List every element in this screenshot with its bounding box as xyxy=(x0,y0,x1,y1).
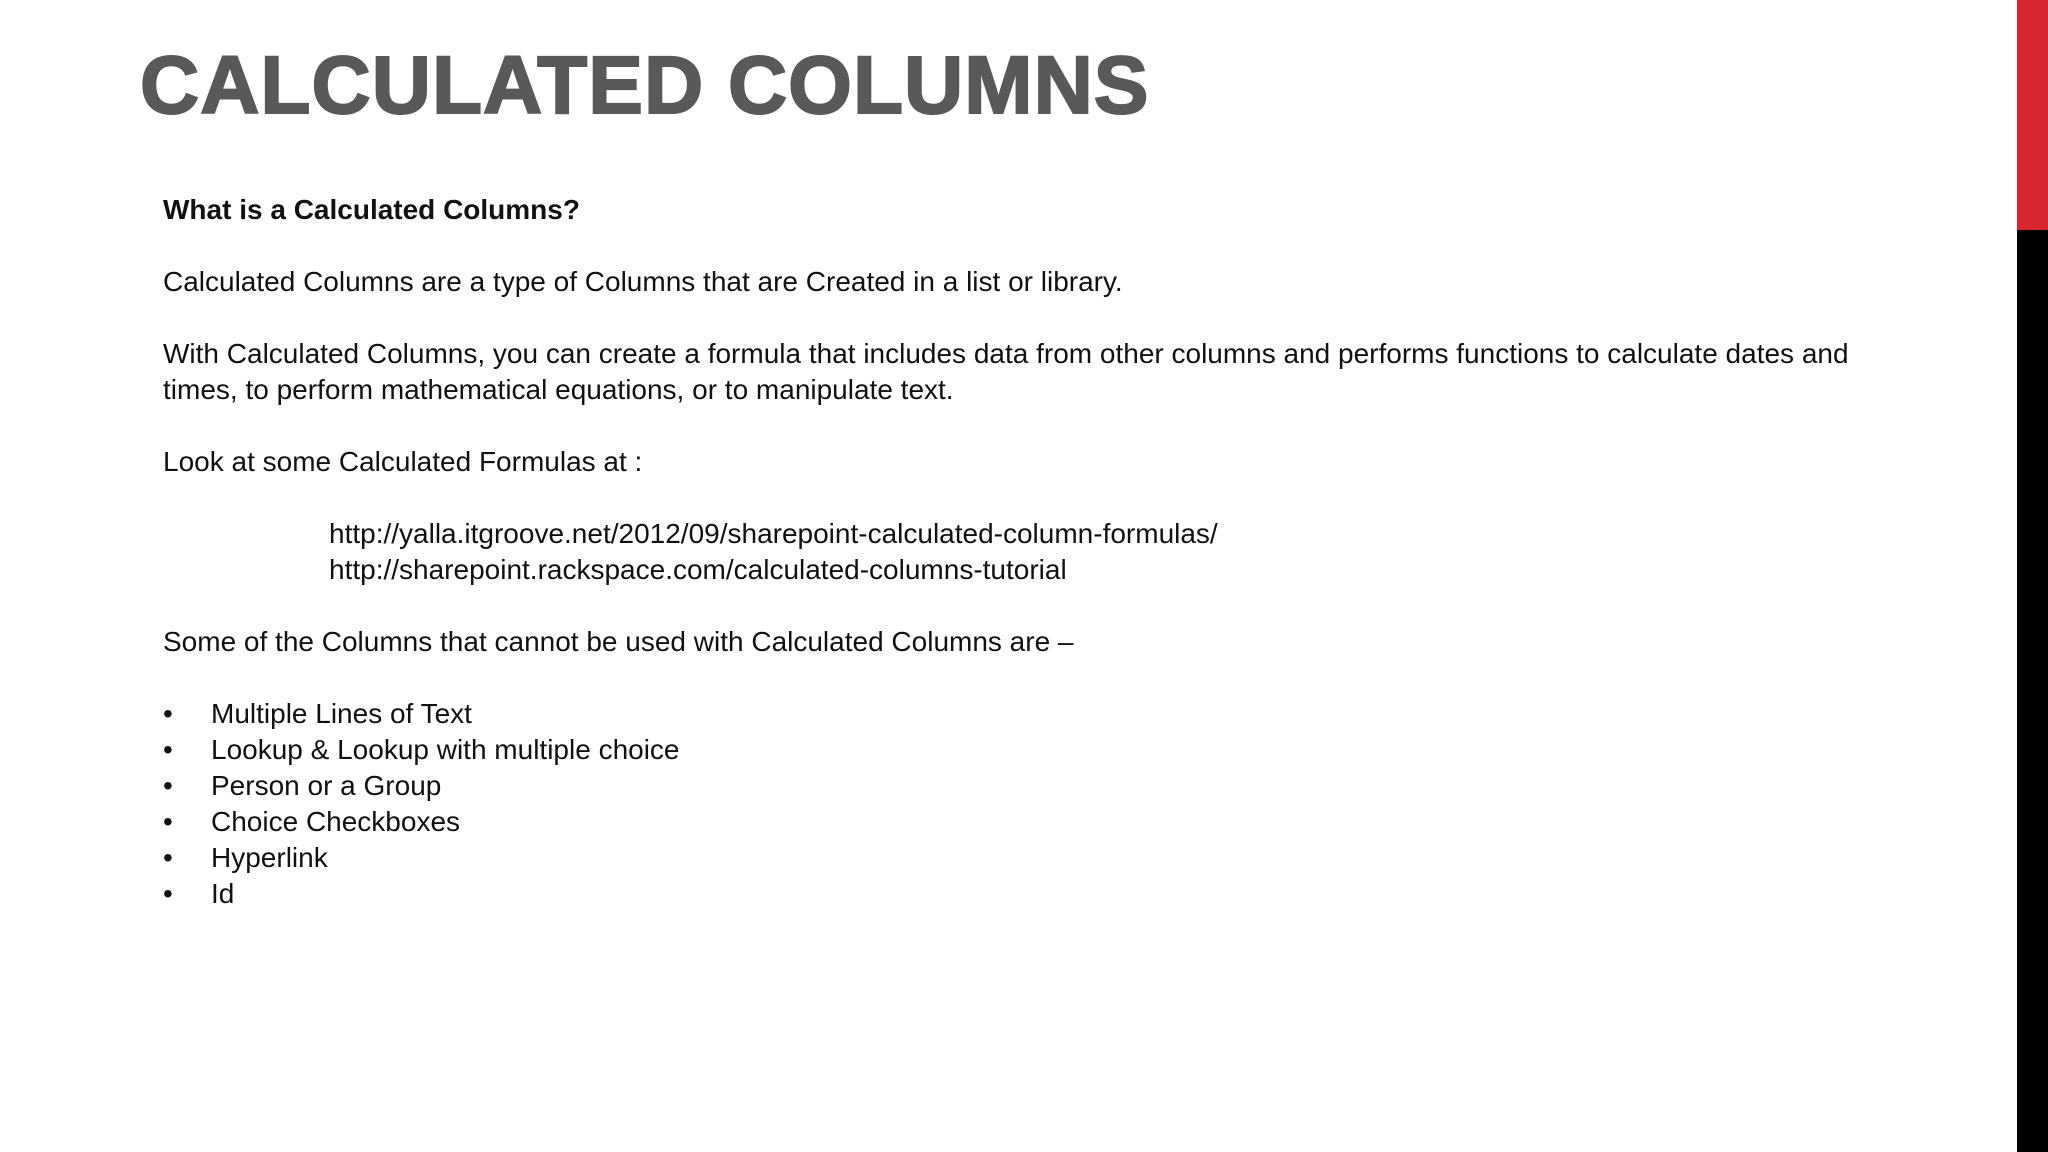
reference-intro: Look at some Calculated Formulas at : xyxy=(163,446,643,477)
list-item xyxy=(163,696,1923,732)
reference-links xyxy=(163,516,1923,588)
side-accent-bar-black xyxy=(2017,230,2048,1152)
list-item-label: Choice Checkboxes xyxy=(211,806,461,837)
list-item-label: Hyperlink xyxy=(211,842,328,873)
restricted-columns-list xyxy=(163,696,1923,912)
list-item xyxy=(163,732,1923,768)
list-item xyxy=(163,876,1923,912)
slide-title: CALCULATED COLUMNS xyxy=(140,40,1150,131)
bullet-icon: • xyxy=(163,698,173,729)
definition-paragraph: Calculated Columns are a type of Columns that are Created in a list or library. xyxy=(163,266,1123,297)
list-item-label: Lookup & Lookup with multiple choice xyxy=(211,734,680,765)
side-accent-bar-red xyxy=(2017,0,2048,230)
side-accent-bar xyxy=(2017,0,2048,1152)
list-item-label: Id xyxy=(211,878,235,909)
section-heading: What is a Calculated Columns? xyxy=(163,194,580,225)
restrictions-intro: Some of the Columns that cannot be used with Calculated Columns are – xyxy=(163,626,1074,657)
reference-link[interactable]: http://sharepoint.rackspace.com/calculated-columns-tutorial xyxy=(329,554,1067,585)
list-item xyxy=(163,840,1923,876)
bullet-icon: • xyxy=(163,770,173,801)
formula-paragraph: With Calculated Columns, you can create a formula that includes data from other columns and performs functions to calculate dates and times, to perform mathematical equations, or to manipulate text. xyxy=(163,338,1849,405)
reference-link[interactable]: http://yalla.itgroove.net/2012/09/sharepoint-calculated-column-formulas/ xyxy=(329,518,1218,549)
list-item xyxy=(163,768,1923,804)
bullet-icon: • xyxy=(163,842,173,873)
list-item-label: Multiple Lines of Text xyxy=(211,698,472,729)
slide-body xyxy=(163,192,1923,912)
bullet-icon: • xyxy=(163,734,173,765)
list-item-label: Person or a Group xyxy=(211,770,442,801)
bullet-icon: • xyxy=(163,878,173,909)
bullet-icon: • xyxy=(163,806,173,837)
list-item xyxy=(163,804,1923,840)
